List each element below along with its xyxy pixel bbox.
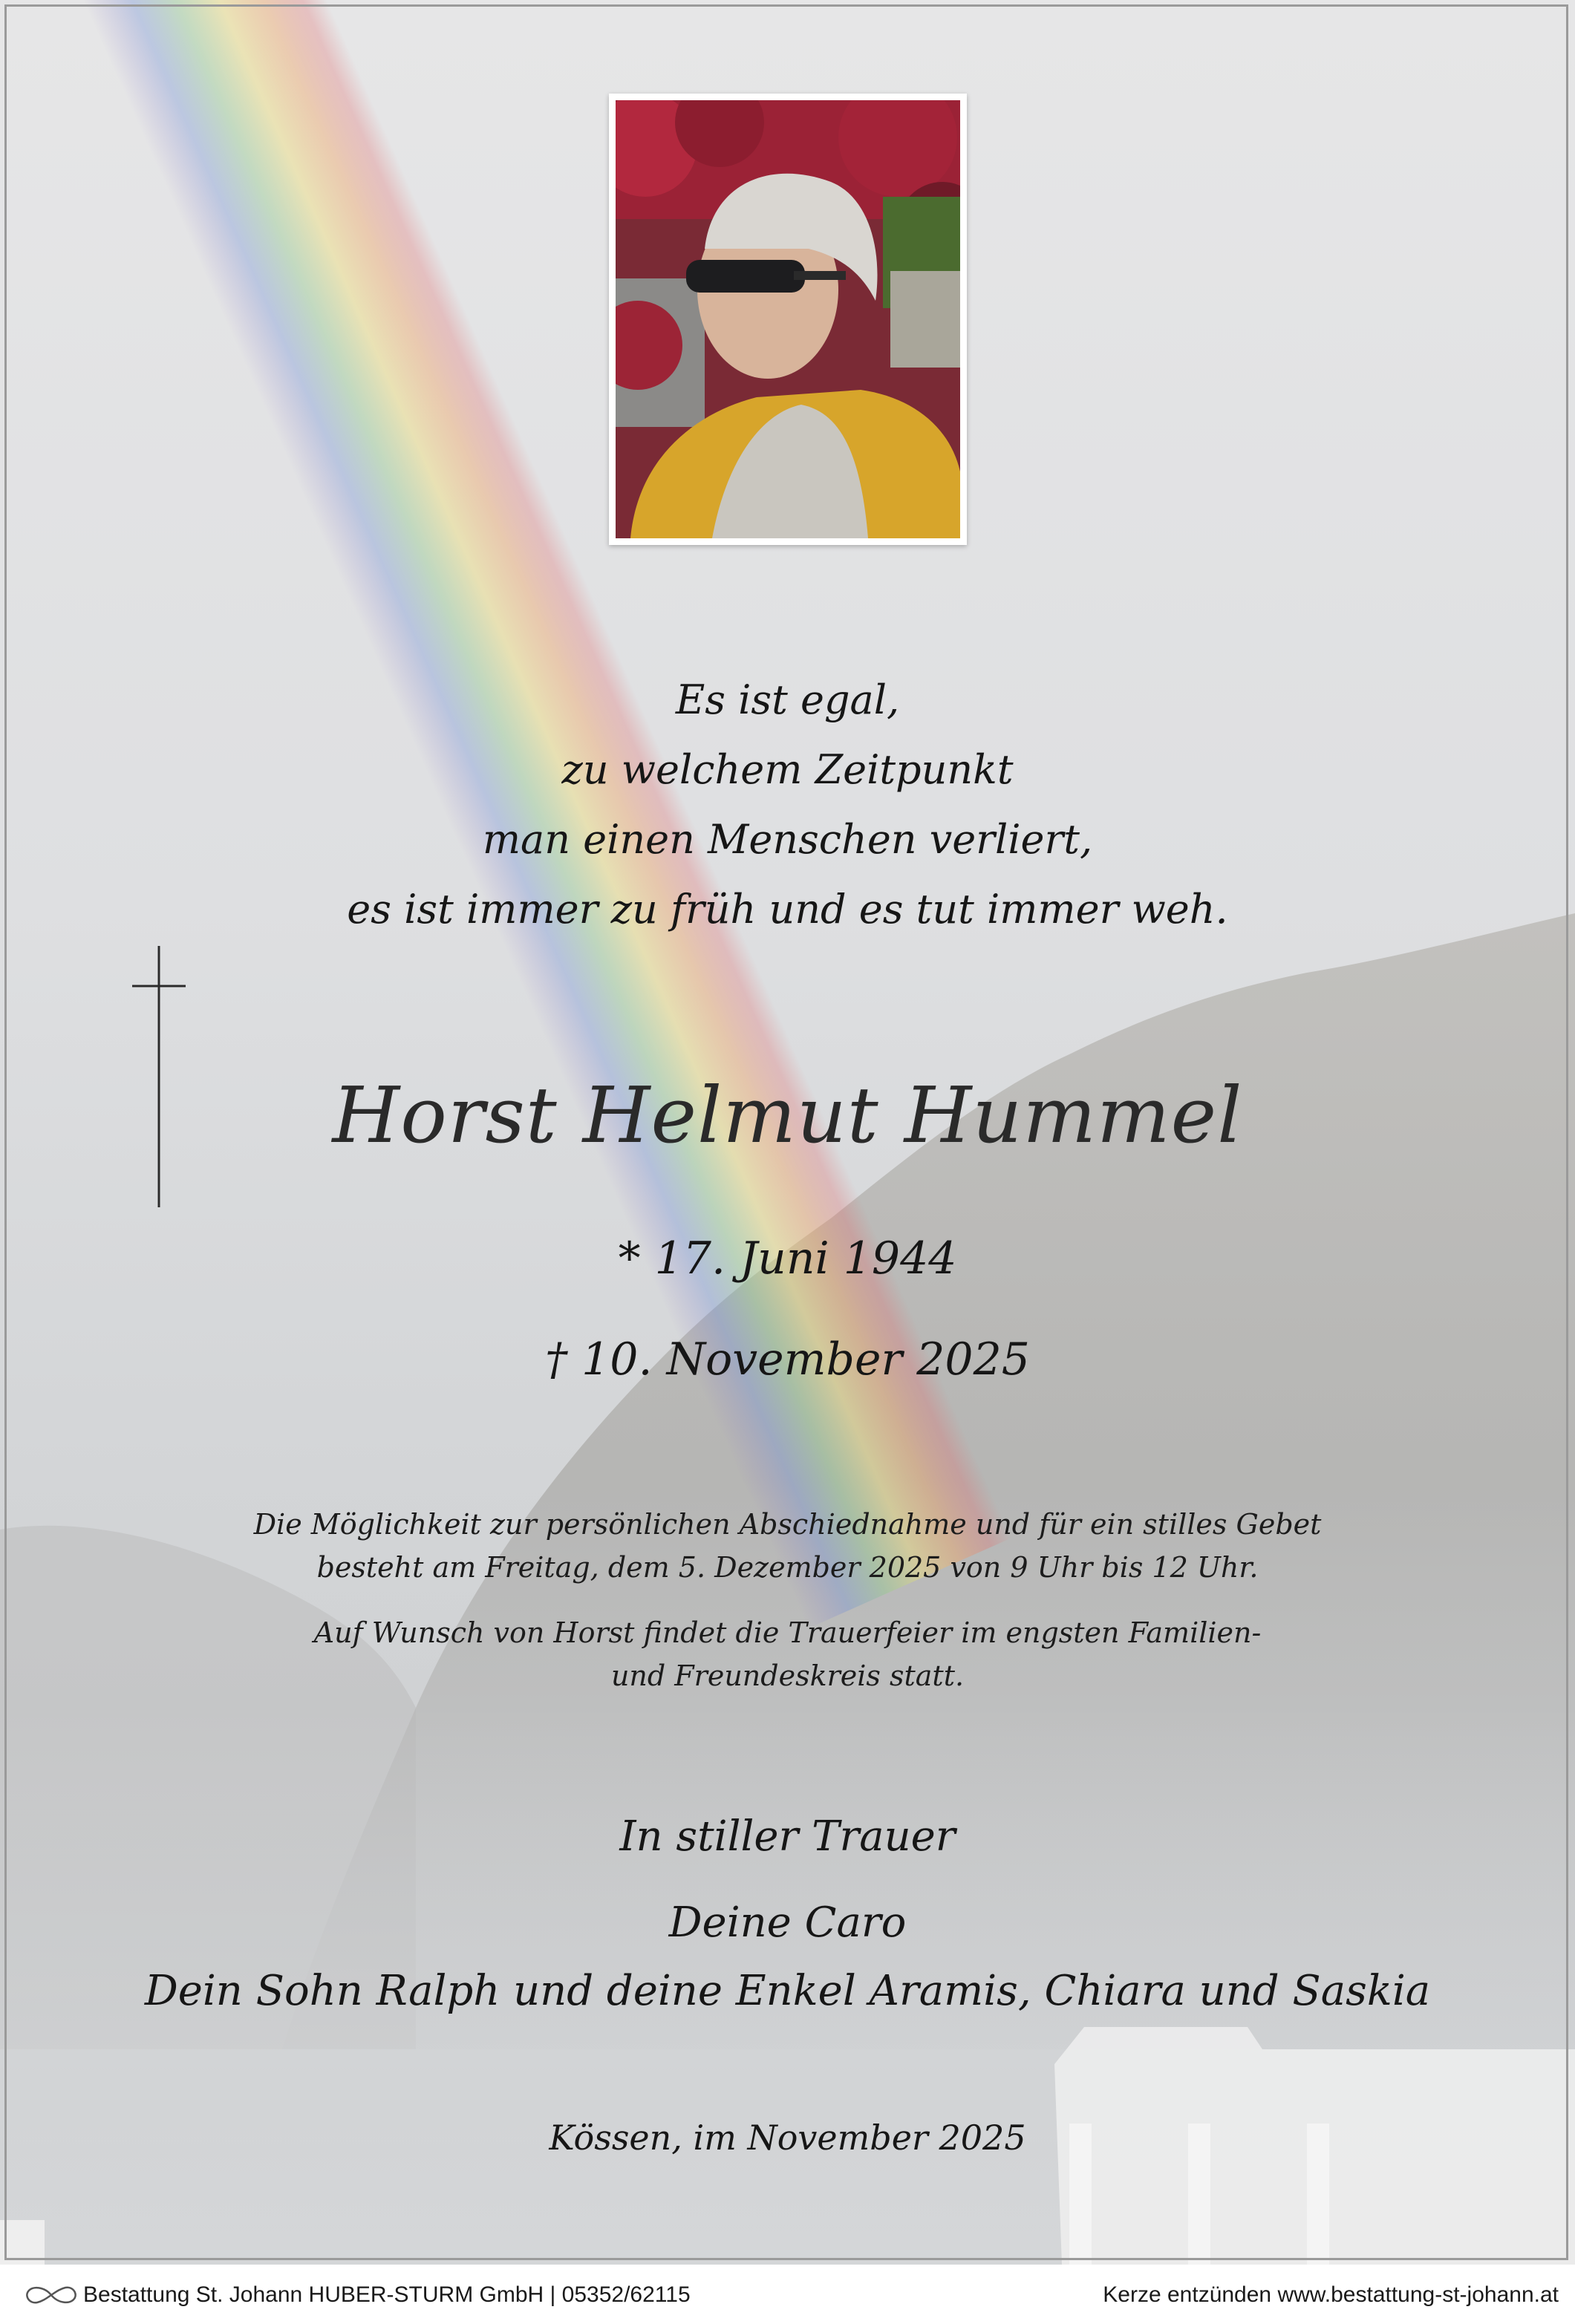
footer xyxy=(0,2281,1575,2314)
portrait-photo xyxy=(609,94,967,545)
mourner-line: Deine Caro xyxy=(668,1899,907,1947)
poem-line: zu welchem Zeitpunkt xyxy=(561,746,1014,793)
deceased-name: Horst Helmut Hummel xyxy=(332,1070,1243,1161)
ceremony-notice xyxy=(0,1611,1575,1697)
poem-line: es ist immer zu früh und es tut immer weh. xyxy=(347,886,1228,933)
birth-date: * 17. Juni 1944 xyxy=(618,1233,957,1285)
notice-line: besteht am Freitag, dem 5. Dezember 2025 von 9 Uhr bis 12 Uhr. xyxy=(316,1551,1259,1584)
funeral-home-info: Bestattung St. Johann HUBER-STURM GmbH | 05352/62115 xyxy=(83,2282,691,2307)
death-date: † 10. November 2025 xyxy=(545,1334,1030,1385)
notice-line: Auf Wunsch von Horst findet die Trauerfeier im engsten Familien- xyxy=(313,1616,1262,1649)
poem-line: Es ist egal, xyxy=(675,676,900,723)
notice-line: und Freundeskreis statt. xyxy=(610,1659,965,1692)
poem-line: man einen Menschen verliert, xyxy=(482,816,1093,863)
notice-line: Die Möglichkeit zur persönlichen Abschiednahme und für ein stilles Gebet xyxy=(253,1508,1322,1541)
place-date: Kössen, im November 2025 xyxy=(549,2118,1026,2158)
candle-link[interactable]: Kerze entzünden www.bestattung-st-johann.at xyxy=(1103,2282,1559,2307)
mourning-heading: In stiller Trauer xyxy=(619,1812,956,1861)
portrait-image xyxy=(616,100,960,538)
mourner-line: Dein Sohn Ralph und deine Enkel Aramis, Chiara und Saskia xyxy=(144,1967,1431,2015)
farewell-notice xyxy=(0,1503,1575,1589)
poem xyxy=(0,665,1575,944)
infinity-logo-icon xyxy=(22,2284,80,2306)
